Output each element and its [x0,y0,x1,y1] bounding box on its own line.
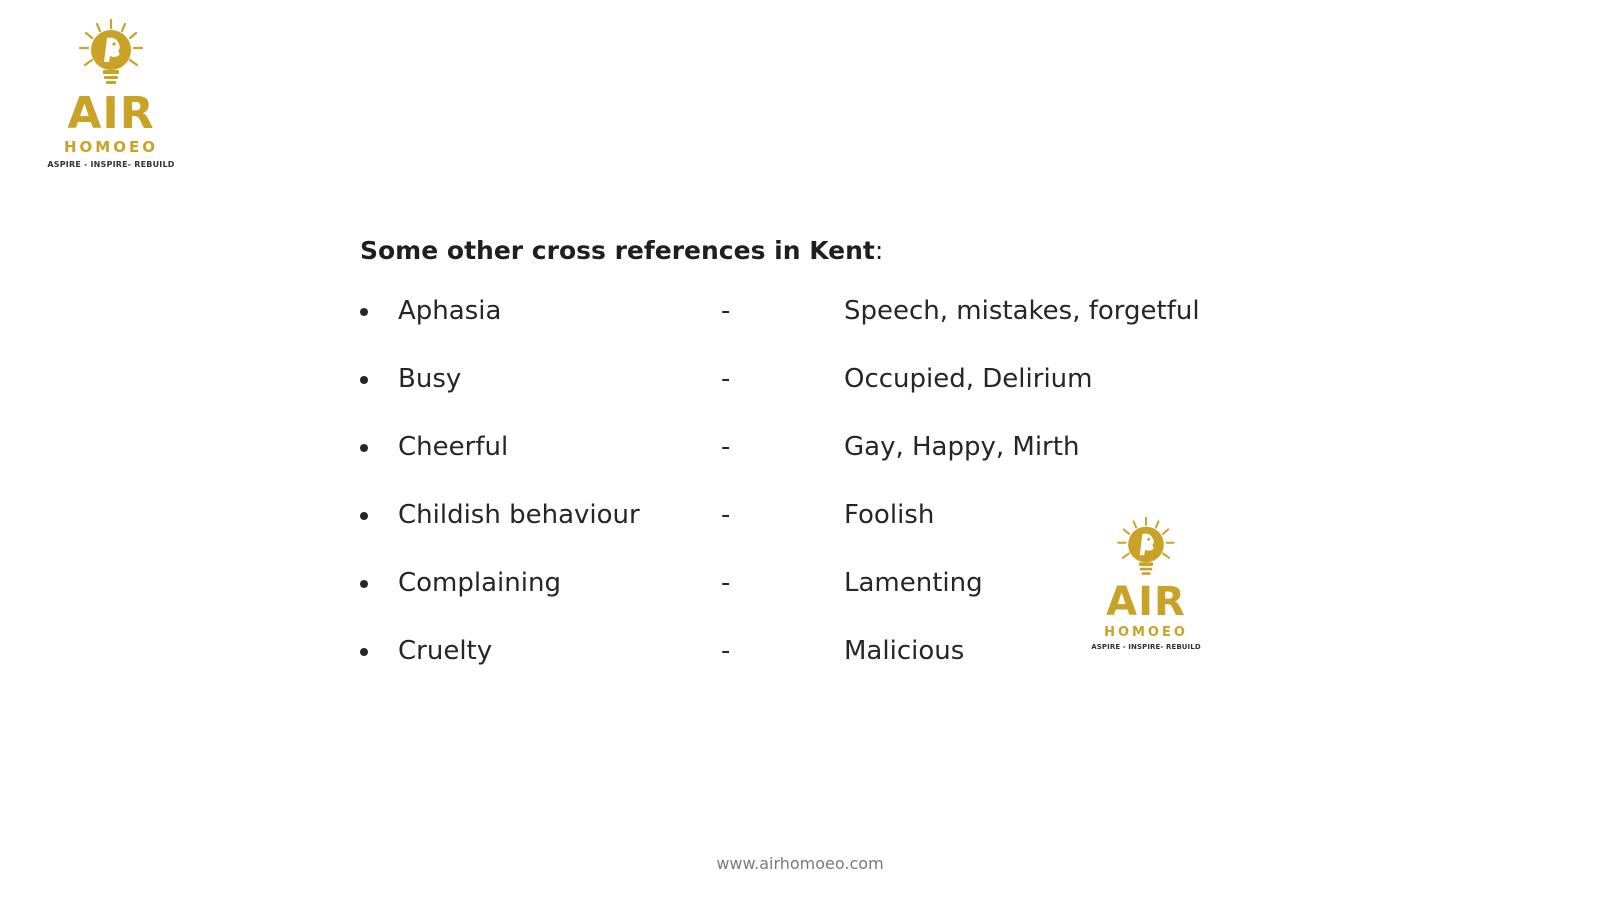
bullet-icon [360,376,368,384]
logo-tagline: ASPIRE - INSPIRE- REBUILD [1091,643,1201,651]
item-term: Complaining [398,568,561,598]
item-dash: - [721,364,731,394]
item-definition: Occupied, Delirium [844,364,1093,394]
logo-watermark [1092,516,1200,651]
item-term: Cruelty [398,636,493,666]
item-definition: Malicious [844,636,965,666]
item-dash: - [721,568,731,598]
item-term: Aphasia [398,296,502,326]
item-term: Childish behaviour [398,500,640,530]
item-term: Cheerful [398,432,509,462]
bullet-icon [360,580,368,588]
bullet-icon [360,444,368,452]
item-dash: - [721,636,731,666]
logo-sub: HOMOEO [1104,625,1188,640]
item-term: Busy [398,364,462,394]
item-definition: Gay, Happy, Mirth [844,432,1080,462]
item-dash: - [721,500,731,530]
lightbulb-head-icon [1110,516,1182,582]
footer-url: www.airhomoeo.com [716,854,884,873]
logo-top [47,18,175,169]
slide-heading-text: Some other cross references in Kent [360,236,875,265]
logo-sub: HOMOEO [64,138,158,156]
lightbulb-head-icon [71,18,151,92]
logo-brand: AIR [1106,579,1186,625]
item-definition: Speech, mistakes, forgetful [844,296,1200,326]
logo-brand: AIR [67,88,155,139]
bullet-icon [360,648,368,656]
item-definition: Foolish [844,500,935,530]
item-dash: - [721,296,731,326]
item-dash: - [721,432,731,462]
bullet-icon [360,512,368,520]
slide-heading [360,236,883,265]
item-definition: Lamenting [844,568,983,598]
bullet-icon [360,308,368,316]
slide-heading-colon: : [874,236,884,265]
logo-tagline: ASPIRE - INSPIRE- REBUILD [47,160,175,169]
